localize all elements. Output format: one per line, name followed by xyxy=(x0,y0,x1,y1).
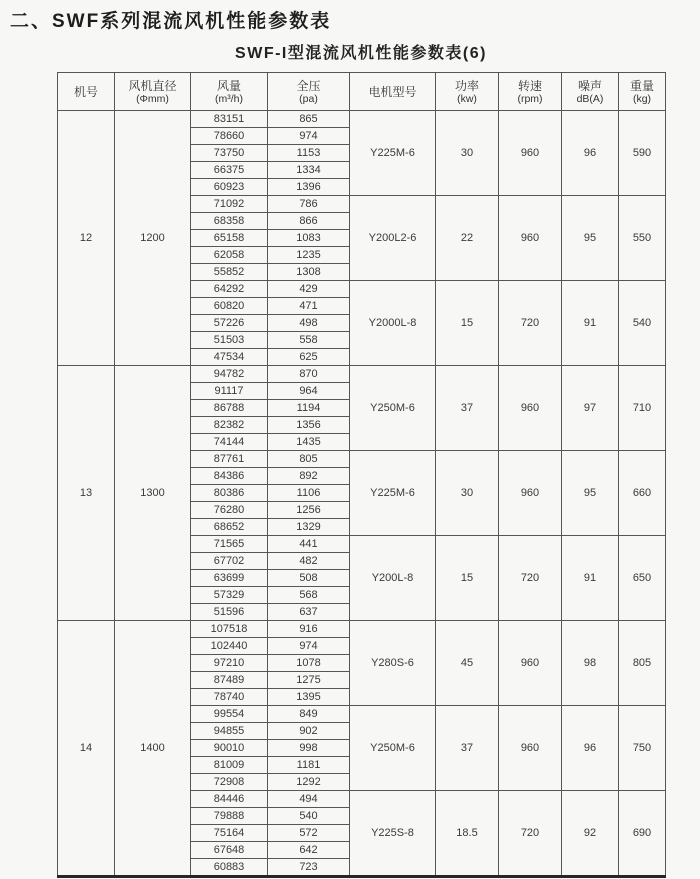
total-pressure-cell: 849 xyxy=(268,706,350,723)
column-header-line1: 全压 xyxy=(296,78,321,93)
total-pressure-cell: 916 xyxy=(268,621,350,638)
air-volume-cell: 87761 xyxy=(191,451,268,468)
column-header-line1: 电机型号 xyxy=(368,84,417,99)
total-pressure-cell: 625 xyxy=(268,349,350,366)
table-row xyxy=(58,111,666,128)
air-volume-cell: 84446 xyxy=(191,791,268,808)
motor-model-cell: Y200L2-6 xyxy=(350,196,436,281)
motor-model-cell: Y200L-8 xyxy=(350,536,436,621)
total-pressure-cell: 1106 xyxy=(268,485,350,502)
air-volume-cell: 86788 xyxy=(191,400,268,417)
air-volume-cell: 83151 xyxy=(191,111,268,128)
total-pressure-cell: 1153 xyxy=(268,145,350,162)
column-header xyxy=(499,73,562,111)
total-pressure-cell: 964 xyxy=(268,383,350,400)
total-pressure-cell: 1435 xyxy=(268,434,350,451)
total-pressure-cell: 637 xyxy=(268,604,350,621)
total-pressure-cell: 1334 xyxy=(268,162,350,179)
air-volume-cell: 63699 xyxy=(191,570,268,587)
air-volume-cell: 90010 xyxy=(191,740,268,757)
air-volume-cell: 91117 xyxy=(191,383,268,400)
total-pressure-cell: 1256 xyxy=(268,502,350,519)
power-cell: 45 xyxy=(436,621,499,706)
fan-diameter-cell: 1300 xyxy=(115,366,191,621)
table-row xyxy=(58,366,666,383)
column-header xyxy=(268,73,350,111)
total-pressure-cell: 865 xyxy=(268,111,350,128)
air-volume-cell: 75164 xyxy=(191,825,268,842)
total-pressure-cell: 558 xyxy=(268,332,350,349)
weight-cell: 750 xyxy=(619,706,666,791)
total-pressure-cell: 974 xyxy=(268,638,350,655)
air-volume-cell: 73750 xyxy=(191,145,268,162)
air-volume-cell: 66375 xyxy=(191,162,268,179)
noise-cell: 98 xyxy=(562,621,619,706)
air-volume-cell: 102440 xyxy=(191,638,268,655)
air-volume-cell: 55852 xyxy=(191,264,268,281)
speed-cell: 720 xyxy=(499,281,562,366)
total-pressure-cell: 786 xyxy=(268,196,350,213)
total-pressure-cell: 723 xyxy=(268,859,350,877)
total-pressure-cell: 441 xyxy=(268,536,350,553)
table-header xyxy=(58,73,666,111)
air-volume-cell: 65158 xyxy=(191,230,268,247)
table-subtitle: SWF-I型混流风机性能参数表(6) xyxy=(235,45,487,62)
column-header xyxy=(350,73,436,111)
column-header xyxy=(191,73,268,111)
speed-cell: 960 xyxy=(499,621,562,706)
power-cell: 18.5 xyxy=(436,791,499,877)
total-pressure-cell: 1078 xyxy=(268,655,350,672)
noise-cell: 96 xyxy=(562,111,619,196)
column-header-line2: (kg) xyxy=(632,92,652,105)
power-cell: 15 xyxy=(436,281,499,366)
power-cell: 30 xyxy=(436,451,499,536)
column-header-line1: 噪声 xyxy=(577,78,602,93)
table-body xyxy=(58,111,666,877)
air-volume-cell: 78660 xyxy=(191,128,268,145)
air-volume-cell: 57226 xyxy=(191,315,268,332)
motor-model-cell: Y225S-8 xyxy=(350,791,436,877)
total-pressure-cell: 866 xyxy=(268,213,350,230)
air-volume-cell: 67702 xyxy=(191,553,268,570)
air-volume-cell: 71565 xyxy=(191,536,268,553)
total-pressure-cell: 1235 xyxy=(268,247,350,264)
speed-cell: 720 xyxy=(499,536,562,621)
air-volume-cell: 60923 xyxy=(191,179,268,196)
air-volume-cell: 80386 xyxy=(191,485,268,502)
motor-model-cell: Y250M-6 xyxy=(350,706,436,791)
total-pressure-cell: 429 xyxy=(268,281,350,298)
motor-model-cell: Y250M-6 xyxy=(350,366,436,451)
weight-cell: 650 xyxy=(619,536,666,621)
air-volume-cell: 94855 xyxy=(191,723,268,740)
column-header xyxy=(562,73,619,111)
total-pressure-cell: 498 xyxy=(268,315,350,332)
air-volume-cell: 47534 xyxy=(191,349,268,366)
total-pressure-cell: 471 xyxy=(268,298,350,315)
column-header-line2: (pa) xyxy=(299,92,318,105)
noise-cell: 92 xyxy=(562,791,619,877)
power-cell: 15 xyxy=(436,536,499,621)
total-pressure-cell: 1395 xyxy=(268,689,350,706)
air-volume-cell: 94782 xyxy=(191,366,268,383)
power-cell: 22 xyxy=(436,196,499,281)
air-volume-cell: 60820 xyxy=(191,298,268,315)
weight-cell: 710 xyxy=(619,366,666,451)
speed-cell: 720 xyxy=(499,791,562,877)
air-volume-cell: 64292 xyxy=(191,281,268,298)
air-volume-cell: 84386 xyxy=(191,468,268,485)
total-pressure-cell: 902 xyxy=(268,723,350,740)
model-number-cell: 14 xyxy=(58,621,115,877)
air-volume-cell: 97210 xyxy=(191,655,268,672)
air-volume-cell: 79888 xyxy=(191,808,268,825)
performance-table xyxy=(57,72,666,878)
weight-cell: 690 xyxy=(619,791,666,877)
air-volume-cell: 81009 xyxy=(191,757,268,774)
noise-cell: 96 xyxy=(562,706,619,791)
total-pressure-cell: 1275 xyxy=(268,672,350,689)
air-volume-cell: 76280 xyxy=(191,502,268,519)
total-pressure-cell: 1396 xyxy=(268,179,350,196)
column-header-line2: (rpm) xyxy=(517,92,543,105)
air-volume-cell: 51596 xyxy=(191,604,268,621)
column-header xyxy=(619,73,666,111)
motor-model-cell: Y280S-6 xyxy=(350,621,436,706)
noise-cell: 91 xyxy=(562,281,619,366)
weight-cell: 660 xyxy=(619,451,666,536)
noise-cell: 91 xyxy=(562,536,619,621)
air-volume-cell: 60883 xyxy=(191,859,268,877)
column-header-line1: 风量 xyxy=(216,78,241,93)
column-header-line1: 风机直径 xyxy=(128,78,177,93)
motor-model-cell: Y2000L-8 xyxy=(350,281,436,366)
total-pressure-cell: 494 xyxy=(268,791,350,808)
column-header-line1: 机号 xyxy=(73,84,98,99)
total-pressure-cell: 974 xyxy=(268,128,350,145)
air-volume-cell: 71092 xyxy=(191,196,268,213)
total-pressure-cell: 892 xyxy=(268,468,350,485)
column-header-line2: (kw) xyxy=(457,92,477,105)
weight-cell: 540 xyxy=(619,281,666,366)
total-pressure-cell: 540 xyxy=(268,808,350,825)
total-pressure-cell: 1356 xyxy=(268,417,350,434)
page-title: 二、SWF系列混流风机性能参数表 xyxy=(10,11,332,32)
air-volume-cell: 87489 xyxy=(191,672,268,689)
air-volume-cell: 68358 xyxy=(191,213,268,230)
air-volume-cell: 107518 xyxy=(191,621,268,638)
speed-cell: 960 xyxy=(499,196,562,281)
fan-diameter-cell: 1200 xyxy=(115,111,191,366)
column-header-line2: (Φmm) xyxy=(136,92,169,105)
total-pressure-cell: 642 xyxy=(268,842,350,859)
total-pressure-cell: 870 xyxy=(268,366,350,383)
power-cell: 37 xyxy=(436,366,499,451)
speed-cell: 960 xyxy=(499,111,562,196)
power-cell: 30 xyxy=(436,111,499,196)
column-header-line2: dB(A) xyxy=(576,92,604,105)
total-pressure-cell: 1181 xyxy=(268,757,350,774)
motor-model-cell: Y225M-6 xyxy=(350,451,436,536)
model-number-cell: 13 xyxy=(58,366,115,621)
air-volume-cell: 62058 xyxy=(191,247,268,264)
air-volume-cell: 78740 xyxy=(191,689,268,706)
total-pressure-cell: 572 xyxy=(268,825,350,842)
air-volume-cell: 57329 xyxy=(191,587,268,604)
total-pressure-cell: 1308 xyxy=(268,264,350,281)
model-number-cell: 12 xyxy=(58,111,115,366)
fan-diameter-cell: 1400 xyxy=(115,621,191,877)
total-pressure-cell: 482 xyxy=(268,553,350,570)
total-pressure-cell: 1194 xyxy=(268,400,350,417)
air-volume-cell: 72908 xyxy=(191,774,268,791)
total-pressure-cell: 568 xyxy=(268,587,350,604)
weight-cell: 550 xyxy=(619,196,666,281)
column-header-line1: 功率 xyxy=(454,78,479,93)
speed-cell: 960 xyxy=(499,366,562,451)
noise-cell: 97 xyxy=(562,366,619,451)
total-pressure-cell: 1083 xyxy=(268,230,350,247)
air-volume-cell: 82382 xyxy=(191,417,268,434)
total-pressure-cell: 1292 xyxy=(268,774,350,791)
column-header-line1: 重量 xyxy=(629,78,654,93)
column-header xyxy=(115,73,191,111)
weight-cell: 805 xyxy=(619,621,666,706)
air-volume-cell: 74144 xyxy=(191,434,268,451)
air-volume-cell: 99554 xyxy=(191,706,268,723)
noise-cell: 95 xyxy=(562,451,619,536)
total-pressure-cell: 1329 xyxy=(268,519,350,536)
column-header xyxy=(58,73,115,111)
column-header-line1: 转速 xyxy=(517,78,542,93)
column-header-line2: (m³/h) xyxy=(215,92,243,105)
air-volume-cell: 51503 xyxy=(191,332,268,349)
noise-cell: 95 xyxy=(562,196,619,281)
speed-cell: 960 xyxy=(499,451,562,536)
header-row xyxy=(58,73,666,111)
power-cell: 37 xyxy=(436,706,499,791)
air-volume-cell: 67648 xyxy=(191,842,268,859)
total-pressure-cell: 805 xyxy=(268,451,350,468)
column-header xyxy=(436,73,499,111)
motor-model-cell: Y225M-6 xyxy=(350,111,436,196)
air-volume-cell: 68652 xyxy=(191,519,268,536)
table-row xyxy=(58,621,666,638)
speed-cell: 960 xyxy=(499,706,562,791)
weight-cell: 590 xyxy=(619,111,666,196)
total-pressure-cell: 508 xyxy=(268,570,350,587)
total-pressure-cell: 998 xyxy=(268,740,350,757)
